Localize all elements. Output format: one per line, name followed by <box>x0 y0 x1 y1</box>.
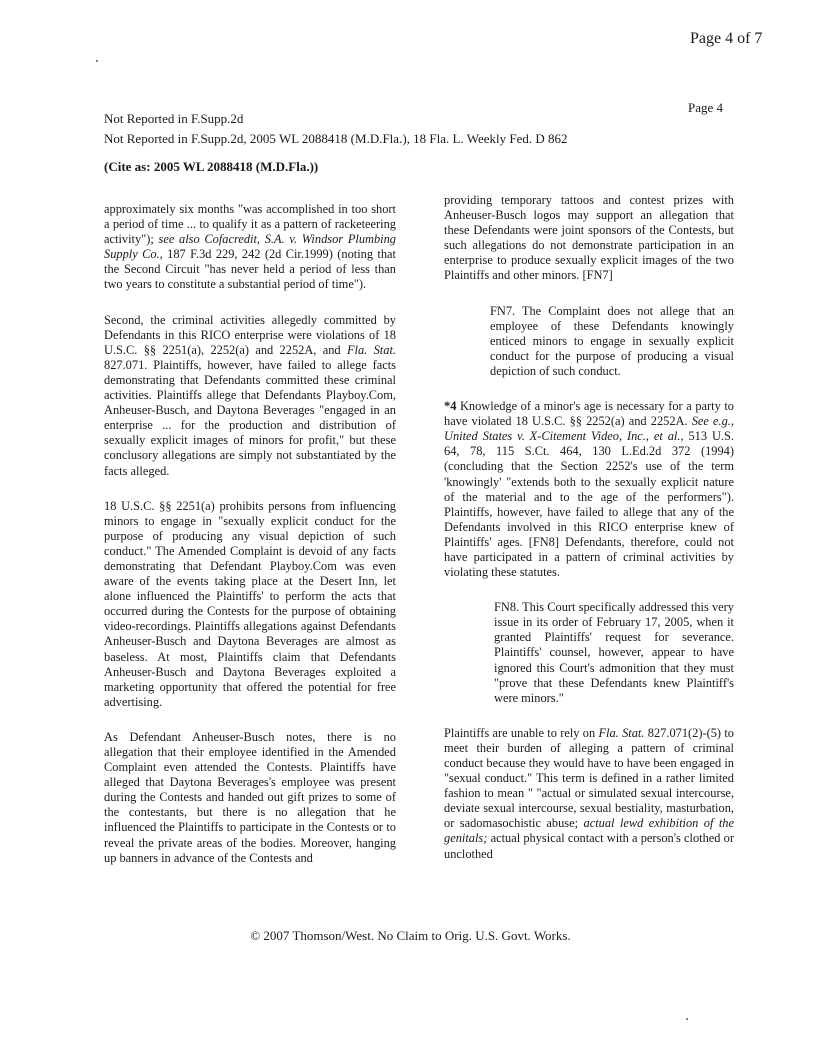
paragraph: approximately six months "was accomplished in too short a period of time ... to qualify it as a pattern of racketeering activity"); see also Cofacredit, S.A. v. Windsor Plumbing Supply Co., 187 F.3d 229, 242 (2d Cir.1999) (noting that the Second Circuit "has never held a period of less than two years to constitute a substantial period of time"). <box>104 202 396 292</box>
paragraph: Second, the criminal activities allegedly committed by Defendants in this RICO enterprise were violations of 18 U.S.C. §§ 2251(a), 2252(a) and 2252A, and Fla. Stat. 827.071. Plaintiffs, however, have failed to allege facts demonstrating that Defendants committed these criminal activities. Plaintiffs allege that Defendants Playboy.Com, Anheuser-Busch, and Daytona Beverages "engaged in an enterprise ... for the production and distribution of sexually explicit images of minors for profit," but these conclusory allegations are simply not substantiated by the facts alleged. <box>104 312 396 478</box>
right-column <box>444 193 734 882</box>
cite-as-line: (Cite as: 2005 WL 2088418 (M.D.Fla.)) <box>104 159 319 174</box>
scan-speck <box>96 60 98 62</box>
statute-citation: Fla. Stat. <box>598 725 645 740</box>
paragraph: 18 U.S.C. §§ 2251(a) prohibits persons from influencing minors to engage in "sexually explicit conduct for the purpose of producing any visual depiction of such conduct." The Amended Complaint is devoid of any facts demonstrating that Defendant Playboy.Com was even aware of the events taking place at the Desert Inn, let alone influenced the Plaintiffs' to perform the acts that occurred during the Contests for the purpose of obtaining video-recordings. Plaintiffs allegations against Defendants Anheuser-Busch and Daytona Beverages are almost as baseless. At most, Plaintiffs claim that Defendants Anheuser-Busch and Daytona Beverages exploited a marketing opportunity that offered the potential for free advertising. <box>104 498 396 709</box>
scan-speck <box>686 1018 688 1020</box>
paragraph: As Defendant Anheuser-Busch notes, there is no allegation that their employee identified in the Amended Complaint even attended the Contests. Plaintiffs have alleged that Daytona Beverages's employee was present during the Contests and handed out gift prizes to some of the contestants, but there is no allegation that he influenced the Plaintiffs to participate in the Contests or to reveal the private areas of the bodies. Moreover, hanging up banners in advance of the Contests and <box>104 729 396 865</box>
paragraph: Plaintiffs are unable to rely on Fla. Stat. 827.071(2)-(5) to meet their burden of alleging a pattern of criminal conduct because they would have to have been engaged in "sexual conduct." This term is defined in a rather limited fashion to mean " "actual or simulated sexual intercourse, deviate sexual intercourse, sexual bestiality, masturbation, or sadomasochistic abuse; actual lewd exhibition of the genitals; actual physical contact with a person's clothed or unclothed <box>444 725 735 861</box>
copyright-footer: © 2007 Thomson/West. No Claim to Orig. U.S. Govt. Works. <box>250 928 571 943</box>
page-marker: *4 <box>444 399 457 414</box>
paragraph: providing temporary tattoos and contest prizes with Anheuser-Busch logos may support an allegation that these Defendants were joint sponsors of the Contests, but such allegations do not demonstrate participation in an enterprise to produce sexually explicit images of the two Plaintiffs and other minors. [FN7] <box>444 193 734 283</box>
paragraph: *4 Knowledge of a minor's age is necessary for a party to have violated 18 U.S.C. §§ 2252(a) and 2252A. See e.g., United States v. X-Citement Video, Inc., et al., 513 U.S. 64, 78, 115 S.Ct. 464, 130 L.Ed.2d 372 (1994) (concluding that the Section 2252's use of the term 'knowingly' "extends both to the sexually explicit nature of the material and to the age of the performers"). Plaintiffs, however, have failed to allege that any of the Defendants involved in this RICO enterprise knew of Plaintiffs' ages. [FN8] Defendants, therefore, could not have participated in a pattern of criminal activities by violating these statutes. <box>444 399 735 580</box>
statute-citation: Fla. Stat. <box>346 342 396 357</box>
citation-line: Not Reported in F.Supp.2d, 2005 WL 2088418 (M.D.Fla.), 18 Fla. L. Weekly Fed. D 862 <box>104 131 568 146</box>
footnote-fn7: FN7. The Complaint does not allege that an employee of these Defendants knowingly enticed minors to engage in sexually explicit conduct for the purpose of producing a visual depiction of such conduct. <box>490 303 734 378</box>
reporter-line: Not Reported in F.Supp.2d <box>104 111 244 126</box>
emphasis-text: actual lewd exhibition of the genitals; <box>444 816 735 846</box>
page-of-count: Page 4 of 7 <box>690 30 763 47</box>
page-number: Page 4 <box>688 100 724 115</box>
case-citation: See e.g., United States v. X-Citement Video, Inc., et al., <box>444 414 735 444</box>
footnote-fn8: FN8. This Court specifically addressed this very issue in its order of February 17, 2005, when it granted Plaintiffs' request for severance. Plaintiffs' counsel, however, appear to have ignored this Court's admonition that they must "prove that these Defendants knew Plaintiff's were minors." <box>494 600 734 705</box>
case-citation: see also Cofacredit, S.A. v. Windsor Plumbing Supply Co., <box>104 232 396 262</box>
left-column <box>104 202 396 886</box>
